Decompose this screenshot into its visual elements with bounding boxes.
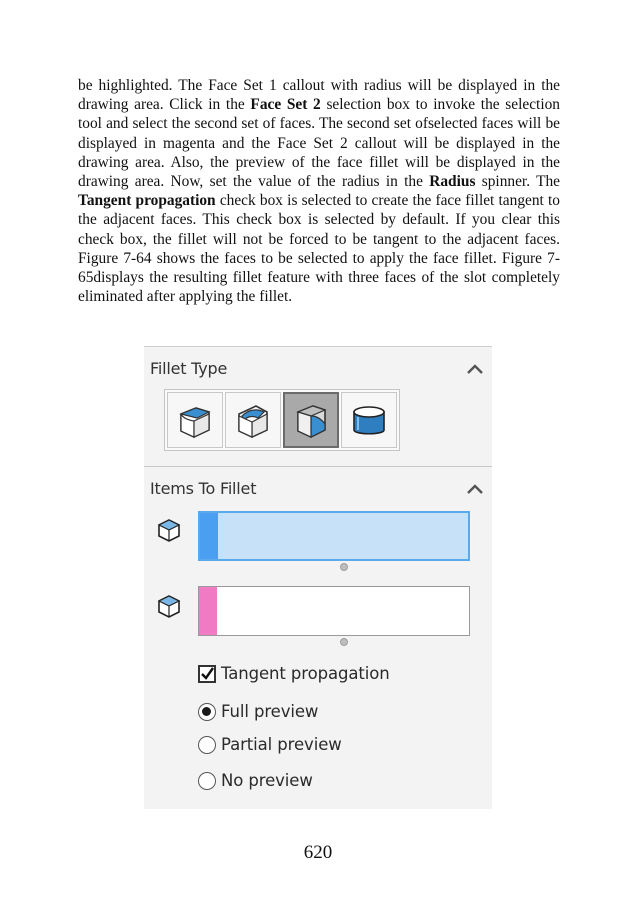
constant-size-fillet-button[interactable] (167, 392, 223, 448)
partial-preview-option[interactable] (198, 735, 342, 754)
face-set-1-icon (156, 517, 182, 543)
constant-size-fillet-icon (176, 400, 214, 440)
full-round-fillet-button[interactable] (341, 392, 397, 448)
page-number: 620 (303, 842, 333, 863)
tangent-propagation-checkbox[interactable] (198, 665, 216, 683)
no-preview-label: No preview (221, 771, 313, 790)
face-set-2-color-strip (199, 587, 217, 635)
bold-term: Radius (429, 173, 476, 191)
resize-grip[interactable] (340, 563, 348, 571)
partial-preview-radio[interactable] (198, 736, 216, 754)
variable-size-fillet-button[interactable] (225, 392, 281, 448)
chevron-up-icon[interactable] (466, 482, 484, 496)
section-divider (144, 466, 492, 467)
face-set-2-selection-box[interactable] (198, 586, 470, 636)
bold-term: Tangent propagation (78, 192, 216, 210)
face-fillet-button[interactable] (283, 392, 339, 448)
full-preview-radio[interactable] (198, 703, 216, 721)
tangent-propagation-option[interactable] (198, 664, 390, 683)
face-set-1-selection-box[interactable] (198, 511, 470, 561)
face-set-1-color-strip (200, 513, 218, 559)
text-run: selection box to invoke the selection tool and select the second set of faces. The second set ofselected faces will be displayed in magenta and the Face Set 2 callout will be displayed in the drawing area. Also, the preview of the face fillet will be displayed in the drawing area. Now, set the value of the radius in the (78, 96, 560, 191)
items-to-fillet-title: Items To Fillet (150, 479, 257, 498)
full-preview-option[interactable] (198, 702, 318, 721)
text-run: check box is selected to create the face fillet tangent to the adjacent faces. This check box is selected by default. If you clear this check box, the fillet will not be forced to be tangent to the adjacent faces. Figure 7-64 shows the faces to be selected to apply the face fillet. Figure 7-65displays the resulting fillet feature with three faces of the slot completely eliminated after applying the fillet. (78, 192, 560, 306)
fillet-type-title: Fillet Type (150, 359, 228, 378)
checkmark-icon (200, 667, 214, 681)
fillet-property-manager (144, 346, 492, 809)
partial-preview-label: Partial preview (221, 735, 342, 754)
no-preview-radio[interactable] (198, 772, 216, 790)
fillet-type-group (164, 389, 400, 451)
bold-term: Face Set 2 (250, 96, 321, 114)
body-paragraph (78, 76, 560, 306)
face-set-2-icon (156, 593, 182, 619)
full-preview-label: Full preview (221, 702, 319, 721)
chevron-up-icon[interactable] (466, 362, 484, 376)
resize-grip[interactable] (340, 638, 348, 646)
text-run: spinner. The (475, 173, 560, 191)
tangent-propagation-label: Tangent propagation (221, 664, 390, 683)
full-round-fillet-icon (350, 400, 388, 440)
no-preview-option[interactable] (198, 771, 313, 790)
variable-size-fillet-icon (234, 400, 272, 440)
face-fillet-icon (292, 400, 330, 440)
text-run: be highlighted. The Face Set 1 callout with radius will be displayed in the drawing area. Click in the (78, 77, 560, 114)
